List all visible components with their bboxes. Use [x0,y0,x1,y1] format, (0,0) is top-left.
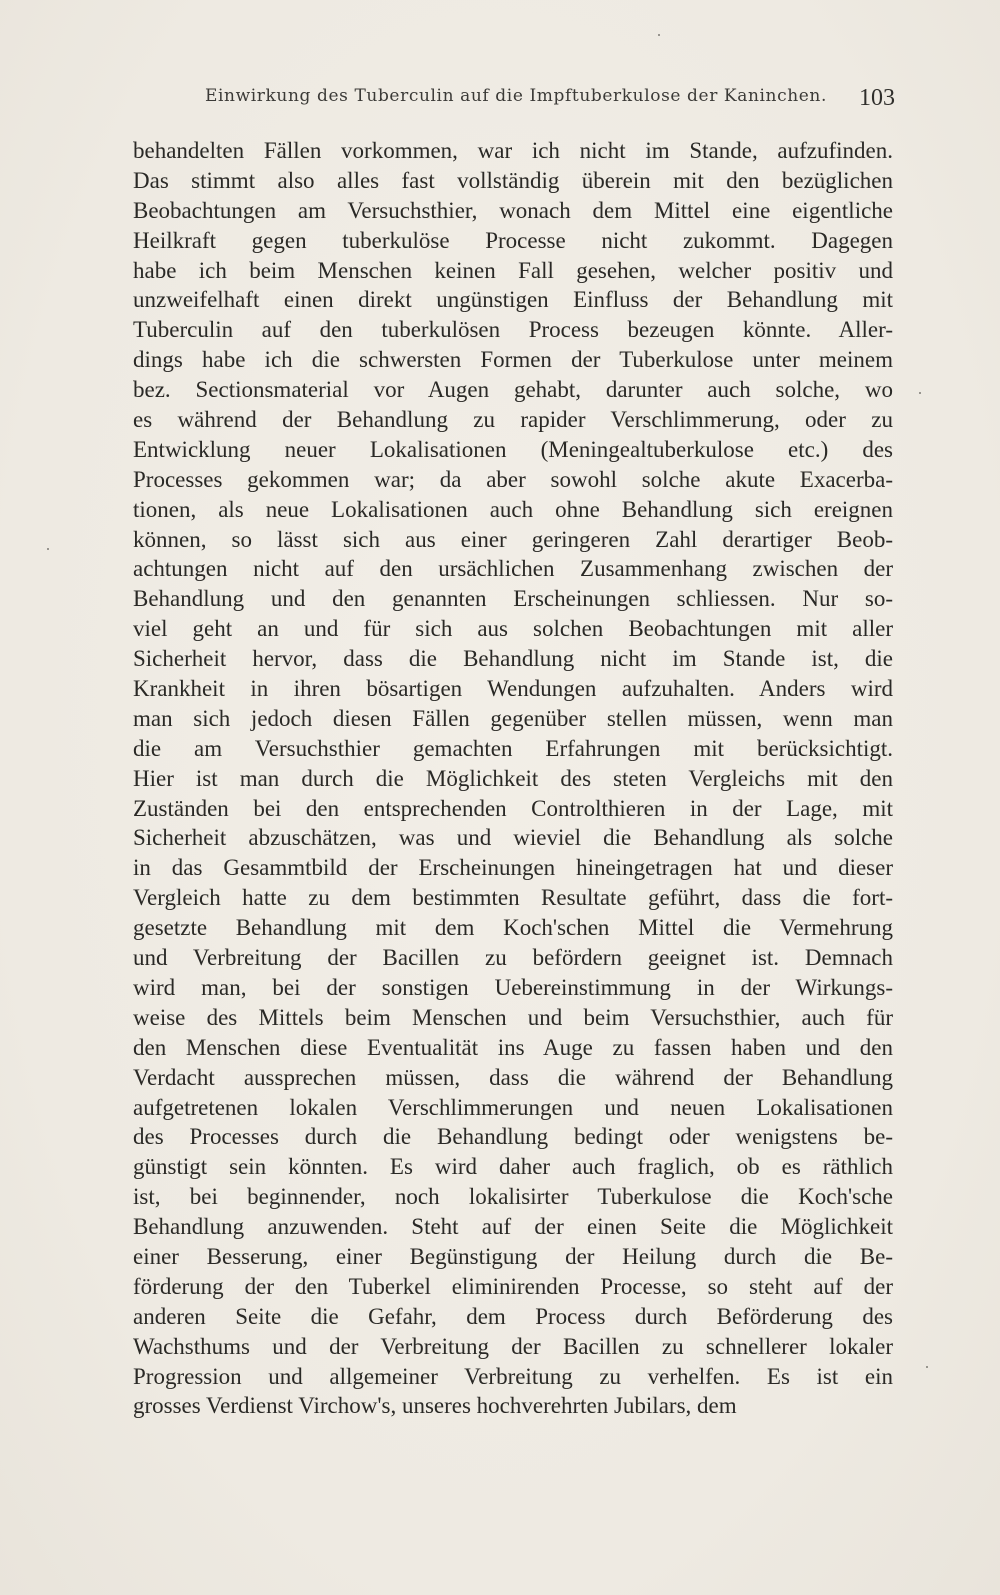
text-line: Tuberculin auf den tuberkulösen Process bezeugen könnte. Aller- [133,317,893,343]
text-line: gesetzte Behandlung mit dem Koch'schen Mittel die Vermehrung [133,915,893,941]
text-line: Das stimmt also alles fast vollständig überein mit den bezüglichen [133,167,893,193]
text-line: Wachsthums und der Verbreitung der Bacillen zu schnellerer lokaler [133,1333,893,1359]
text-line: des Processes durch die Behandlung bedingt oder wenigstens be- [133,1124,893,1150]
text-line: grosses Verdienst Virchow's, unseres hochverehrten Jubilars, dem [133,1393,737,1419]
text-line: anderen Seite die Gefahr, dem Process durch Beförderung des [133,1303,893,1329]
text-line: Beobachtungen am Versuchsthier, wonach dem Mittel eine eigentliche [133,197,893,223]
text-line: in das Gesammtbild der Erscheinungen hineingetragen hat und dieser [133,855,893,881]
paper-speck [919,392,921,394]
text-line: es während der Behandlung zu rapider Verschlimmerung, oder zu [133,407,893,433]
text-line: dings habe ich die schwersten Formen der Tuberkulose unter meinem [133,347,893,373]
text-line: aufgetretenen lokalen Verschlimmerungen und neuen Lokalisationen [133,1094,893,1120]
text-line: günstigt sein könnten. Es wird daher auch fraglich, ob es räthlich [133,1154,893,1180]
text-line: die am Versuchsthier gemachten Erfahrungen mit berücksichtigt. [133,735,893,761]
text-line: Heilkraft gegen tuberkulöse Processe nicht zukommt. Dagegen [133,227,893,253]
text-line: Vergleich hatte zu dem bestimmten Resultate geführt, dass die fort- [133,885,893,911]
text-line: tionen, als neue Lokalisationen auch ohne Behandlung sich ereignen [133,496,893,522]
text-line: Behandlung und den genannten Erscheinungen schliessen. Nur so- [133,586,893,612]
text-line: Verdacht aussprechen müssen, dass die während der Behandlung [133,1064,893,1090]
page-number: 103 [859,85,895,111]
text-line: und Verbreitung der Bacillen zu befördern geeignet ist. Demnach [133,945,893,971]
text-line: Processes gekommen war; da aber sowohl solche akute Exacerba- [133,466,893,492]
text-line: Sicherheit hervor, dass die Behandlung nicht im Stande ist, die [133,646,893,672]
text-line: Behandlung anzuwenden. Steht auf der einen Seite die Möglichkeit [133,1214,893,1240]
text-line: Hier ist man durch die Möglichkeit des steten Vergleichs mit den [133,765,893,791]
text-line: Zuständen bei den entsprechenden Controlthieren in der Lage, mit [133,795,893,821]
text-line: Entwicklung neuer Lokalisationen (Meningealtuberkulose etc.) des [133,436,893,462]
text-line: weise des Mittels beim Menschen und beim Versuchsthier, auch für [133,1004,893,1030]
paper-speck [926,1366,928,1368]
text-line: können, so lässt sich aus einer geringeren Zahl derartiger Beob- [133,526,893,552]
text-line: habe ich beim Menschen keinen Fall gesehen, welcher positiv und [133,257,893,283]
text-line: man sich jedoch diesen Fällen gegenüber stellen müssen, wenn man [133,705,893,731]
text-line: Sicherheit abzuschätzen, was und wieviel die Behandlung als solche [133,825,893,851]
body-text [133,136,893,1421]
text-line: bez. Sectionsmaterial vor Augen gehabt, darunter auch solche, wo [133,377,893,403]
running-header: Einwirkung des Tuberculin auf die Impftuberkulose der Kaninchen. [205,86,827,106]
text-line: einer Besserung, einer Begünstigung der Heilung durch die Be- [133,1243,893,1269]
text-line: achtungen nicht auf den ursächlichen Zusammenhang zwischen der [133,556,893,582]
text-line: förderung der den Tuberkel eliminirenden Processe, so steht auf der [133,1273,893,1299]
text-line: Progression und allgemeiner Verbreitung zu verhelfen. Es ist ein [133,1363,893,1389]
text-line: behandelten Fällen vorkommen, war ich nicht im Stande, aufzufinden. [133,138,893,163]
paper-speck [47,548,49,550]
text-line: unzweifelhaft einen direkt ungünstigen Einfluss der Behandlung mit [133,287,893,313]
paper-speck [658,34,660,36]
text-line: viel geht an und für sich aus solchen Beobachtungen mit aller [133,616,893,642]
text-line: Krankheit in ihren bösartigen Wendungen aufzuhalten. Anders wird [133,676,893,702]
text-line: ist, bei beginnender, noch lokalisirter Tuberkulose die Koch'sche [133,1184,893,1210]
text-line: wird man, bei der sonstigen Uebereinstimmung in der Wirkungs- [133,974,893,1000]
text-line: den Menschen diese Eventualität ins Auge zu fassen haben und den [133,1034,893,1060]
